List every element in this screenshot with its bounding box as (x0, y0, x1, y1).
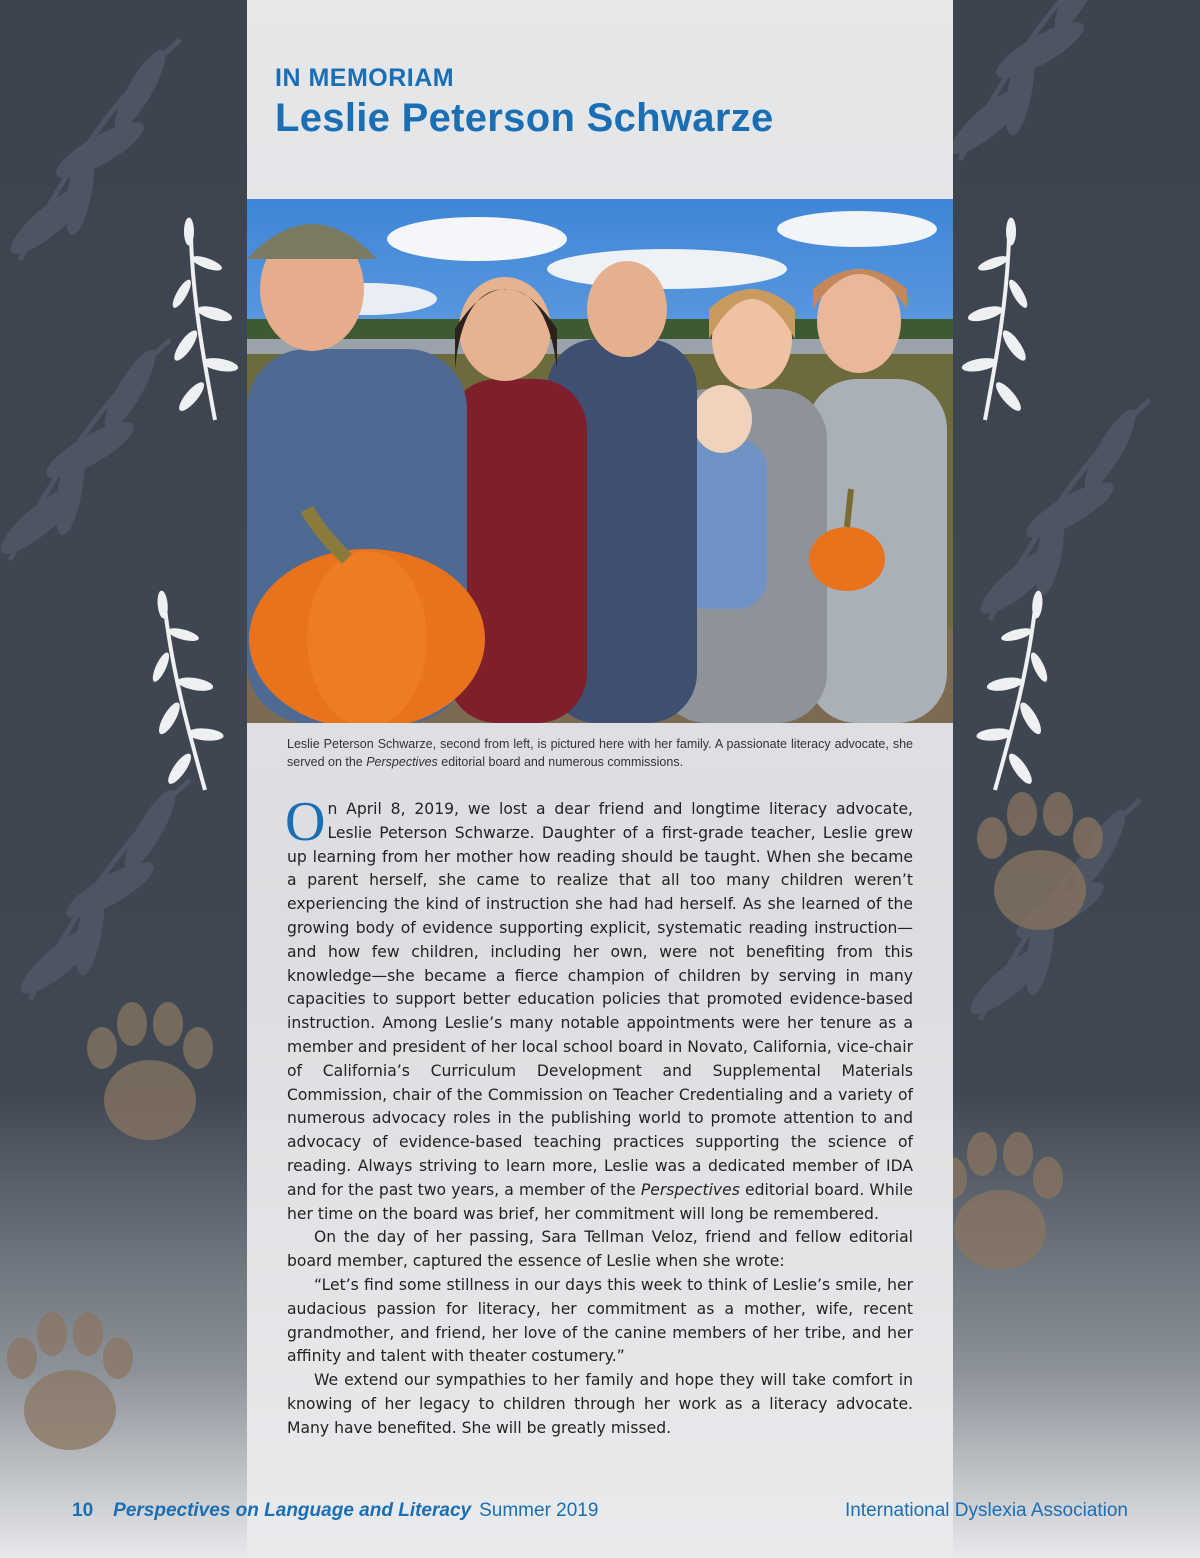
paragraph-3-quote: “Let’s find some stillness in our days this week to think of Leslie’s smile, her audacious passion for literacy, her commitment as a mother, wife, recent grandmother, and friend, her love of the canine members of her tribe, and her affinity and talent with theater costumery.” (287, 1275, 913, 1366)
paragraph-1-text-a: n April 8, 2019, we lost a dear friend and longtime literacy advocate, Leslie Peterson Schwarze. Daughter of a first-grade teacher, Leslie grew up learning from her mother how reading should be taught. When she became a parent herself, she came to realize that all too many children weren’t experiencing the kind of instruction she had had herself. As she learned of the growing body of evidence supporting explicit, systematic reading instruction—and how few children, including her own, were not benefiting from this knowledge—she became a fierce champion of children by serving in many capacities to support better education policies that promoted evidence-based instruction. Among Leslie’s many notable appointments were her tenure as a member and president of her local school board in Novato, California, vice-chair of California’s Curriculum Development and Supplemental Materials Commission, chair of the Commission on Teacher Credentialing and a variety of numerous advocacy roles in the publishing world to promote attention to and advocacy of evidence-based teaching practices supporting the science of reading. Always striving to learn more, Leslie was a dedicated member of IDA and for the past two years, a member of the (287, 800, 913, 1199)
caption-text-1: Leslie Peterson Schwarze, second from left, is pictured here with her family. A passionate literacy advocate, she served on the (287, 737, 913, 769)
paragraph-1 (285, 791, 913, 1226)
drop-cap: O (285, 791, 326, 853)
organization-name: International Dyslexia Association (844, 1500, 1128, 1521)
article-body (285, 791, 913, 1441)
caption-italic: Perspectives (366, 755, 438, 769)
caption-text-2: editorial board and numerous commissions. (437, 755, 684, 769)
issue-date: Summer 2019 (479, 1500, 599, 1521)
family-photo (247, 199, 953, 723)
page-title: Leslie Peterson Schwarze (275, 96, 774, 140)
page-number: 10 (72, 1500, 94, 1521)
paragraph-1-text-b: editorial board. While her time on the board was brief, her commitment will long be remembered. (287, 1180, 913, 1223)
family-photo-pumpkin-patch-icon (247, 199, 953, 723)
footer-left (72, 1500, 598, 1526)
photo-caption (287, 735, 913, 771)
paragraph-1-italic: Perspectives (640, 1180, 740, 1199)
paragraph-2: On the day of her passing, Sara Tellman Veloz, friend and fellow editorial board member, captured the essence of Leslie when she wrote: (287, 1228, 913, 1271)
section-kicker: IN MEMORIAM (275, 64, 455, 92)
publication-name: Perspectives on Language and Literacy (113, 1500, 472, 1521)
paragraph-4: We extend our sympathies to her family and hope they will take comfort in knowing of her legacy to children through her work as a literacy advocate. Many have benefited. She will be greatly missed. (287, 1371, 913, 1437)
